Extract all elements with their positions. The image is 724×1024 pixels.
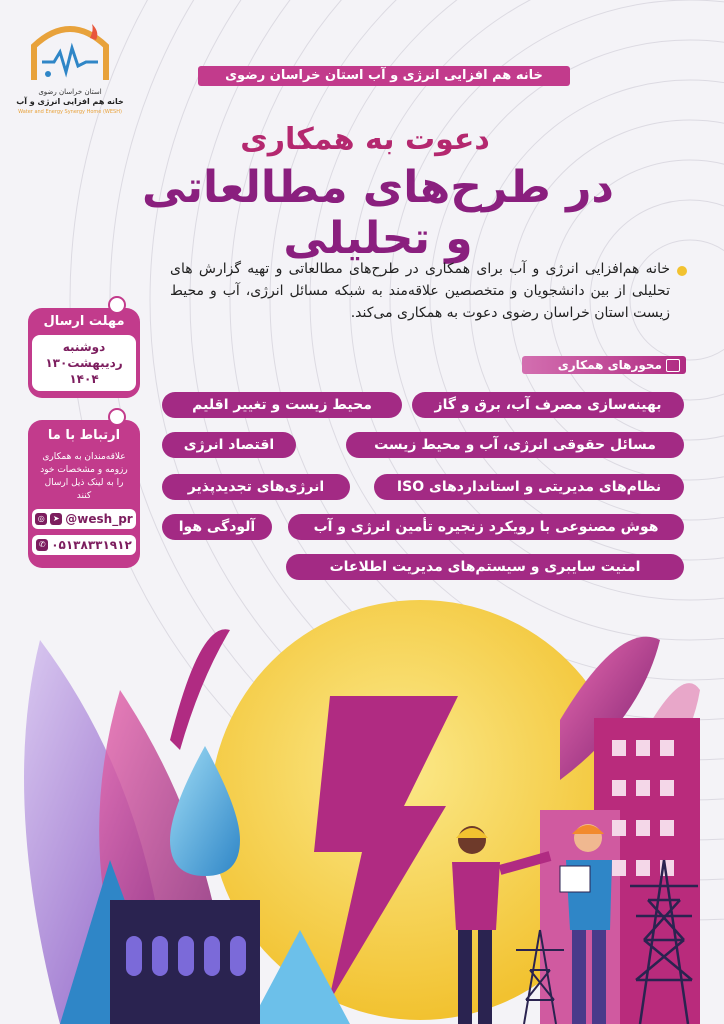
chat-icon — [666, 359, 680, 372]
bullet-icon — [677, 266, 687, 276]
energy-illustration — [0, 600, 724, 1024]
phone-small-icon: ✆ — [36, 539, 48, 551]
phone-icon — [108, 408, 126, 426]
deadline-day: دوشنبه — [62, 340, 106, 354]
deadline-date: ۱۳۰ردیبهشت ۱۴۰۴ — [45, 356, 123, 386]
axis-item: بهینه‌سازی مصرف آب، برق و گاز — [412, 392, 684, 418]
clock-icon — [108, 296, 126, 314]
social-handle-link[interactable] — [32, 509, 136, 529]
org-banner: خانه هم افزایی انرژی و آب استان خراسان رضوی — [198, 66, 570, 86]
intro-paragraph: خانه هم‌افزایی انرژی و آب برای همکاری در طرح‌های مطالعاتی و تهیه گزارش های تحلیلی از بین دانشجویان و متخصصین علاقه‌مند به شبکه مسائل انرژی، آب و محیط زیست استان خراسان رضوی دعوت به همکاری می‌کند. — [170, 261, 670, 321]
axes-header-label: محورهای همکاری — [557, 358, 662, 372]
deadline-label: مهلت ارسال — [43, 314, 125, 329]
logo-name: خانه هم افزایی انرژی و آب — [16, 97, 124, 106]
telegram-icon: ➤ — [50, 513, 62, 525]
axis-item: آلودگی هوا — [162, 514, 272, 540]
axis-item: اقتصاد انرژی — [162, 432, 296, 458]
phone-number: ۰۵۱۳۸۳۳۱۹۱۲ — [51, 538, 132, 552]
axis-item: مسائل حقوقی انرژی، آب و محیط زیست — [346, 432, 684, 458]
title-line1: دعوت به همکاری — [240, 122, 490, 157]
logo-emblem-icon — [24, 18, 116, 88]
reed-shape — [170, 629, 230, 750]
instagram-icon: ◎ — [35, 513, 47, 525]
title-line2: در طرح‌های مطالعاتی و تحلیلی — [142, 162, 614, 264]
axis-item: امنیت سایبری و سیستم‌های مدیریت اطلاعات — [286, 554, 684, 580]
deadline-card — [32, 335, 136, 391]
axis-item: نظام‌های مدیریتی و استانداردهای ISO — [374, 474, 684, 500]
contact-label: ارتباط با ما — [47, 428, 121, 443]
axis-item: انرژی‌های تجدیدپذیر — [162, 474, 350, 500]
logo — [16, 18, 124, 118]
deadline-box — [28, 308, 140, 398]
axis-item: محیط زیست و تغییر اقلیم — [162, 392, 402, 418]
contact-description: علاقه‌مندان به همکاری رزومه و مشخصات خود را به لینک ذیل ارسال کنند — [40, 452, 128, 501]
phone-link[interactable] — [32, 535, 136, 555]
social-handle: @wesh_pr — [65, 512, 133, 526]
logo-subtitle: استان خراسان رضوی — [38, 88, 102, 96]
contact-box — [28, 420, 140, 568]
axis-item: هوش مصنوعی با رویکرد زنجیره تأمین انرژی و آب — [288, 514, 684, 540]
logo-name-en: Water and Energy Synergy Home (WESH) — [18, 109, 122, 115]
axes-header — [522, 356, 686, 374]
